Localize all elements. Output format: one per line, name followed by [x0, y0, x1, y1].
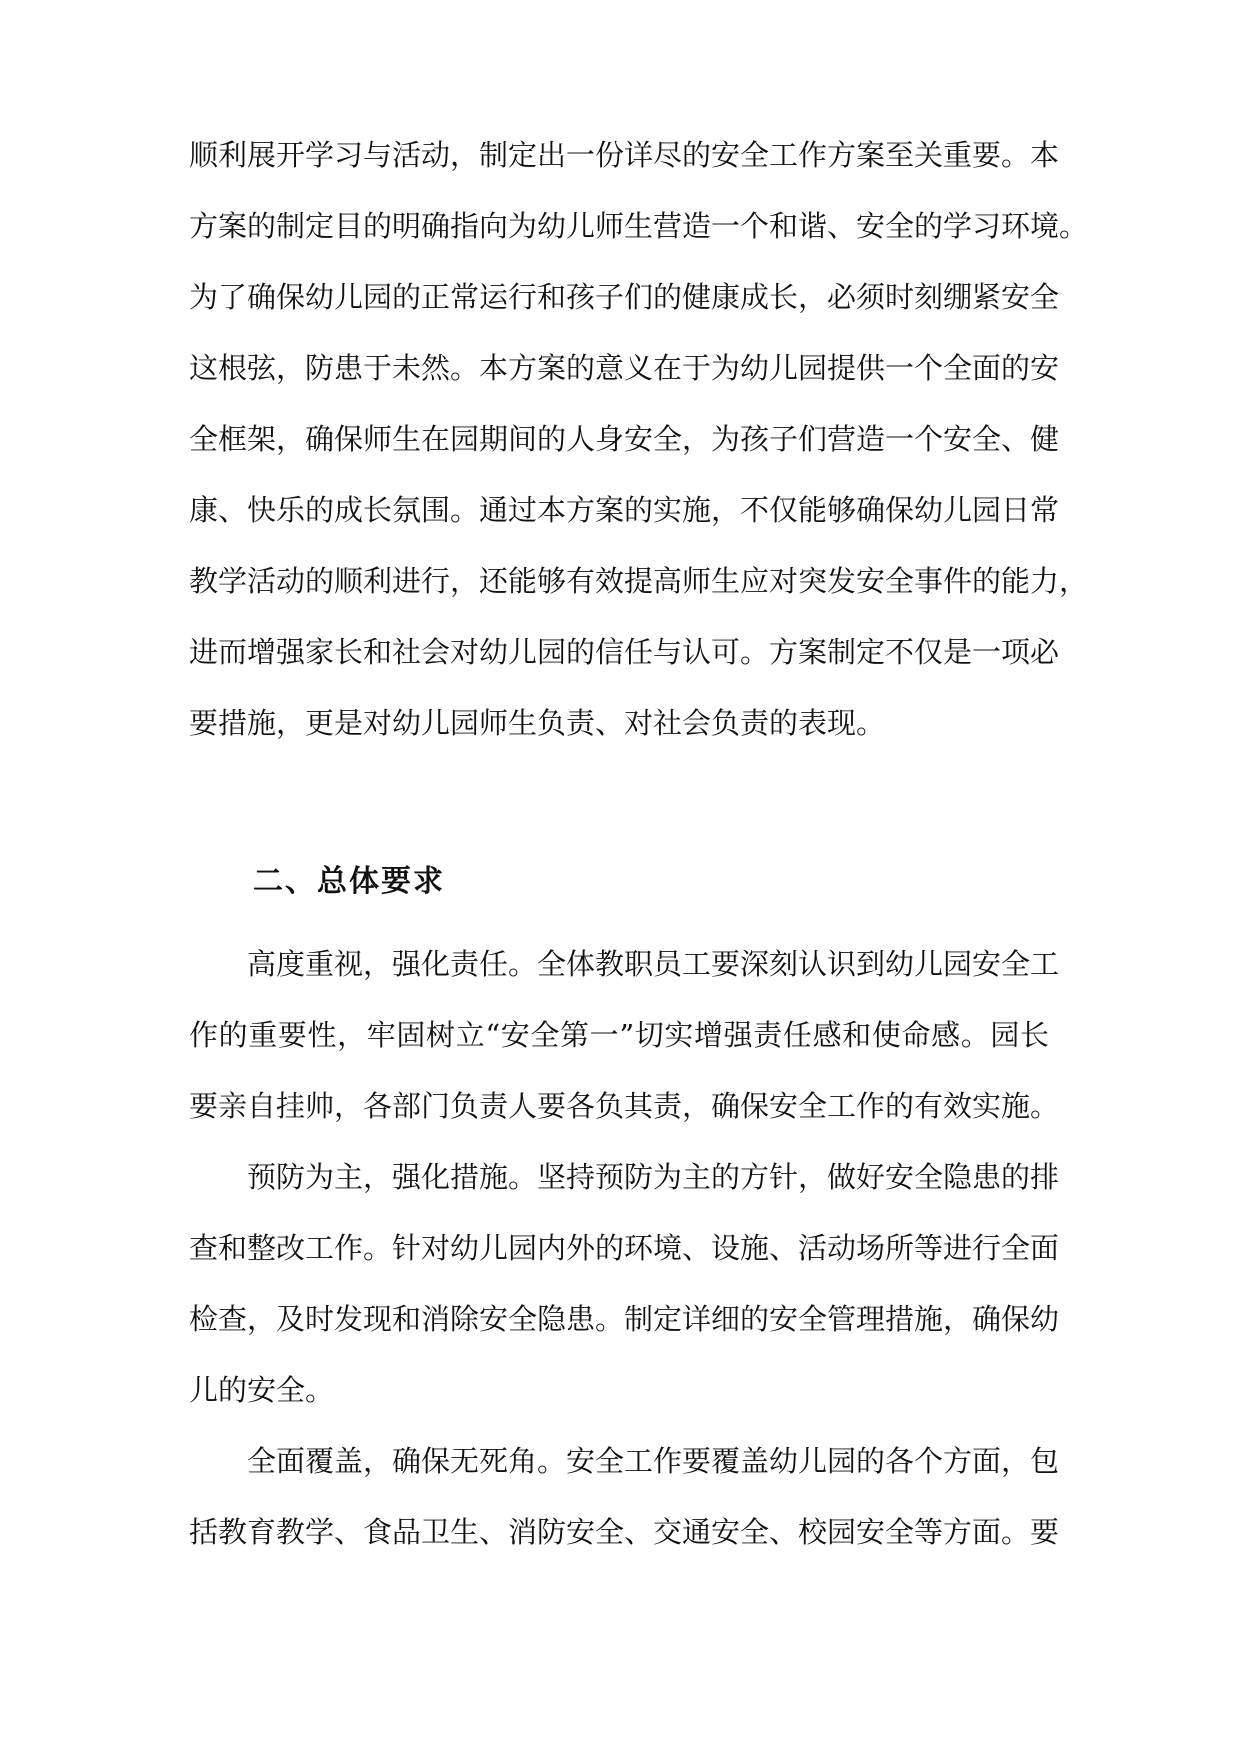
text-line: 这根弦，防患于未然。本方案的意义在于为幼儿园提供一个全面的安 [189, 351, 1060, 385]
text-line: 教学活动的顺利进行，还能够有效提高师生应对突发安全事件的能力， [189, 564, 1089, 598]
text-line: 儿的安全。 [189, 1373, 335, 1407]
text-line: 全框架，确保师生在园期间的人身安全，为孩子们营造一个安全、健 [189, 422, 1060, 456]
text-line: 要亲自挂帅，各部门负责人要各负其责，确保安全工作的有效实施。 [189, 1089, 1060, 1123]
text-line: 检查，及时发现和消除安全隐患。制定详细的安全管理措施，确保幼 [189, 1302, 1060, 1336]
text-line: 为了确保幼儿园的正常运行和孩子们的健康成长，必须时刻绷紧安全 [189, 280, 1060, 314]
text-line: 全面覆盖，确保无死角。安全工作要覆盖幼儿园的各个方面，包 [247, 1444, 1060, 1478]
text-line: 康、快乐的成长氛围。通过本方案的实施，不仅能够确保幼儿园日常 [189, 493, 1060, 527]
text-line: 查和整改工作。针对幼儿园内外的环境、设施、活动场所等进行全面 [189, 1231, 1060, 1265]
text-line: 作的重要性，牢固树立“安全第一”切实增强责任感和使命感。园长 [189, 1018, 1049, 1052]
text-line: 顺利展开学习与活动，制定出一份详尽的安全工作方案至关重要。本 [189, 138, 1060, 172]
section-heading: 二、总体要求 [253, 864, 445, 899]
text-line: 要措施，更是对幼儿园师生负责、对社会负责的表现。 [189, 706, 886, 740]
text-line: 方案的制定目的明确指向为幼儿师生营造一个和谐、安全的学习环境。 [189, 209, 1089, 243]
text-line: 进而增强家长和社会对幼儿园的信任与认可。方案制定不仅是一项必 [189, 635, 1060, 669]
text-line: 括教育教学、食品卫生、消防安全、交通安全、校园安全等方面。要 [189, 1515, 1060, 1549]
text-line: 预防为主，强化措施。坚持预防为主的方针，做好安全隐患的排 [247, 1160, 1060, 1194]
text-line: 高度重视，强化责任。全体教职员工要深刻认识到幼儿园安全工 [247, 947, 1060, 981]
